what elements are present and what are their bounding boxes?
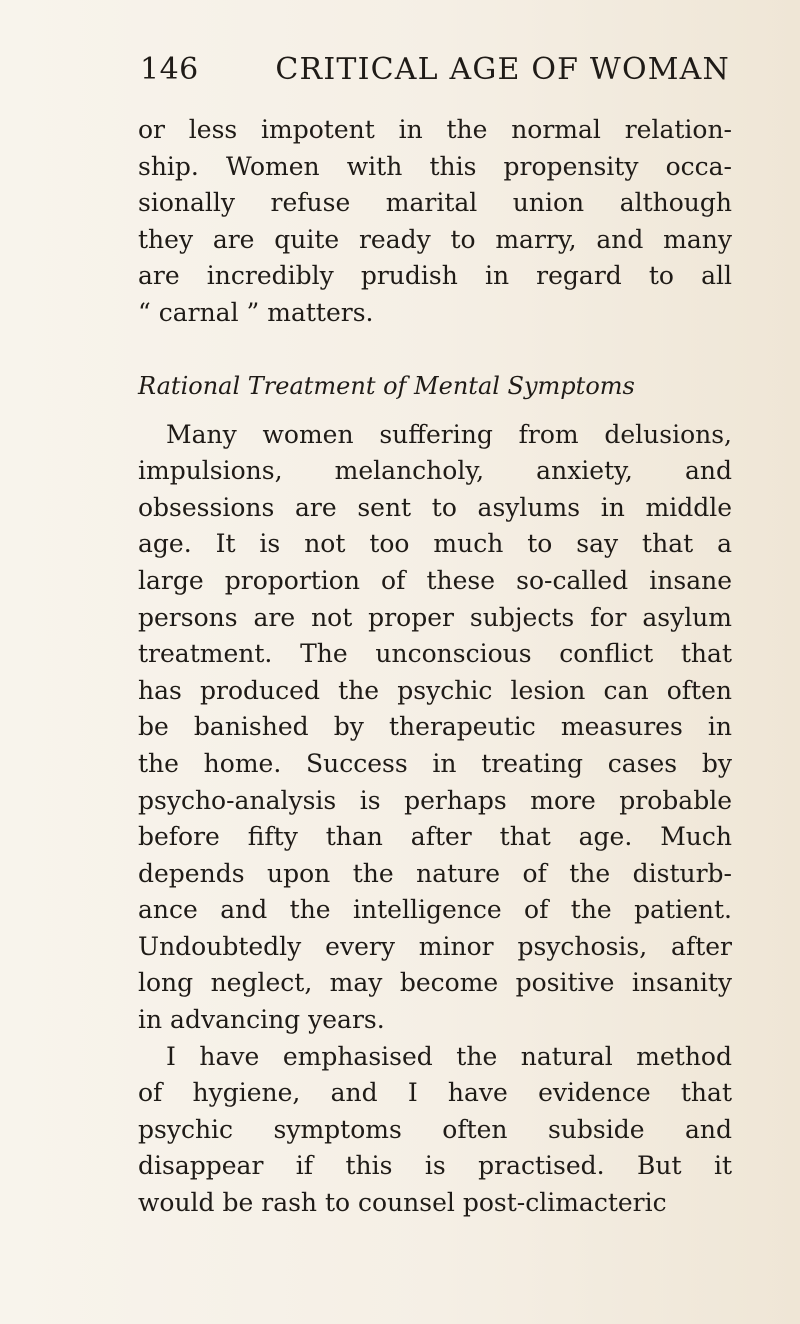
running-title: CRITICAL AGE OF WOMAN <box>275 52 730 87</box>
text-line: depends upon the nature of the disturb- <box>138 858 732 888</box>
page-number: 146 <box>140 52 199 87</box>
section-heading: Rational Treatment of Mental Symptoms <box>138 371 635 400</box>
text-line: in advancing years. <box>138 1005 385 1035</box>
text-line: the home. Success in treating cases by <box>138 748 732 778</box>
paragraph-2 <box>138 417 732 1039</box>
text-line: obsessions are sent to asylums in middle <box>138 492 732 522</box>
text-line: long neglect, may become positive insanity <box>138 968 732 998</box>
paragraph-3 <box>138 1039 732 1222</box>
text-line: persons are not proper subjects for asylum <box>138 602 732 632</box>
text-line: before fifty than after that age. Much <box>138 822 732 852</box>
text-line: impulsions, melancholy, anxiety, and <box>138 456 732 486</box>
text-line: ship. Women with this propensity occa- <box>138 151 732 181</box>
paragraph-1 <box>138 112 732 332</box>
text-line: or less impotent in the normal relation- <box>138 115 732 144</box>
text-line: of hygiene, and I have evidence that <box>138 1078 732 1108</box>
running-head <box>140 52 730 88</box>
text-line: would be rash to counsel post-climacteric <box>138 1188 667 1218</box>
text-line: “ carnal ” matters. <box>138 297 374 327</box>
text-line: psycho-analysis is perhaps more probable <box>138 785 732 815</box>
text-line: large proportion of these so-called insane <box>138 565 732 595</box>
text-line: Many women suffering from delusions, <box>166 419 732 449</box>
text-line: are incredibly prudish in regard to all <box>138 261 732 291</box>
text-line: I have emphasised the natural method <box>166 1041 732 1071</box>
text-line: ance and the intelligence of the patient. <box>138 895 732 925</box>
text-line: Undoubtedly every minor psychosis, after <box>138 931 732 961</box>
text-line: age. It is not too much to say that a <box>138 529 732 559</box>
text-line: disappear if this is practised. But it <box>138 1151 732 1181</box>
text-line: sionally refuse marital union although <box>138 188 732 218</box>
main-text <box>138 112 732 1222</box>
text-line: be banished by therapeutic measures in <box>138 712 732 742</box>
text-line: treatment. The unconscious conflict that <box>138 639 732 669</box>
text-line: they are quite ready to marry, and many <box>138 224 732 254</box>
text-line: psychic symptoms often subside and <box>138 1114 732 1144</box>
text-line: has produced the psychic lesion can often <box>138 675 732 705</box>
